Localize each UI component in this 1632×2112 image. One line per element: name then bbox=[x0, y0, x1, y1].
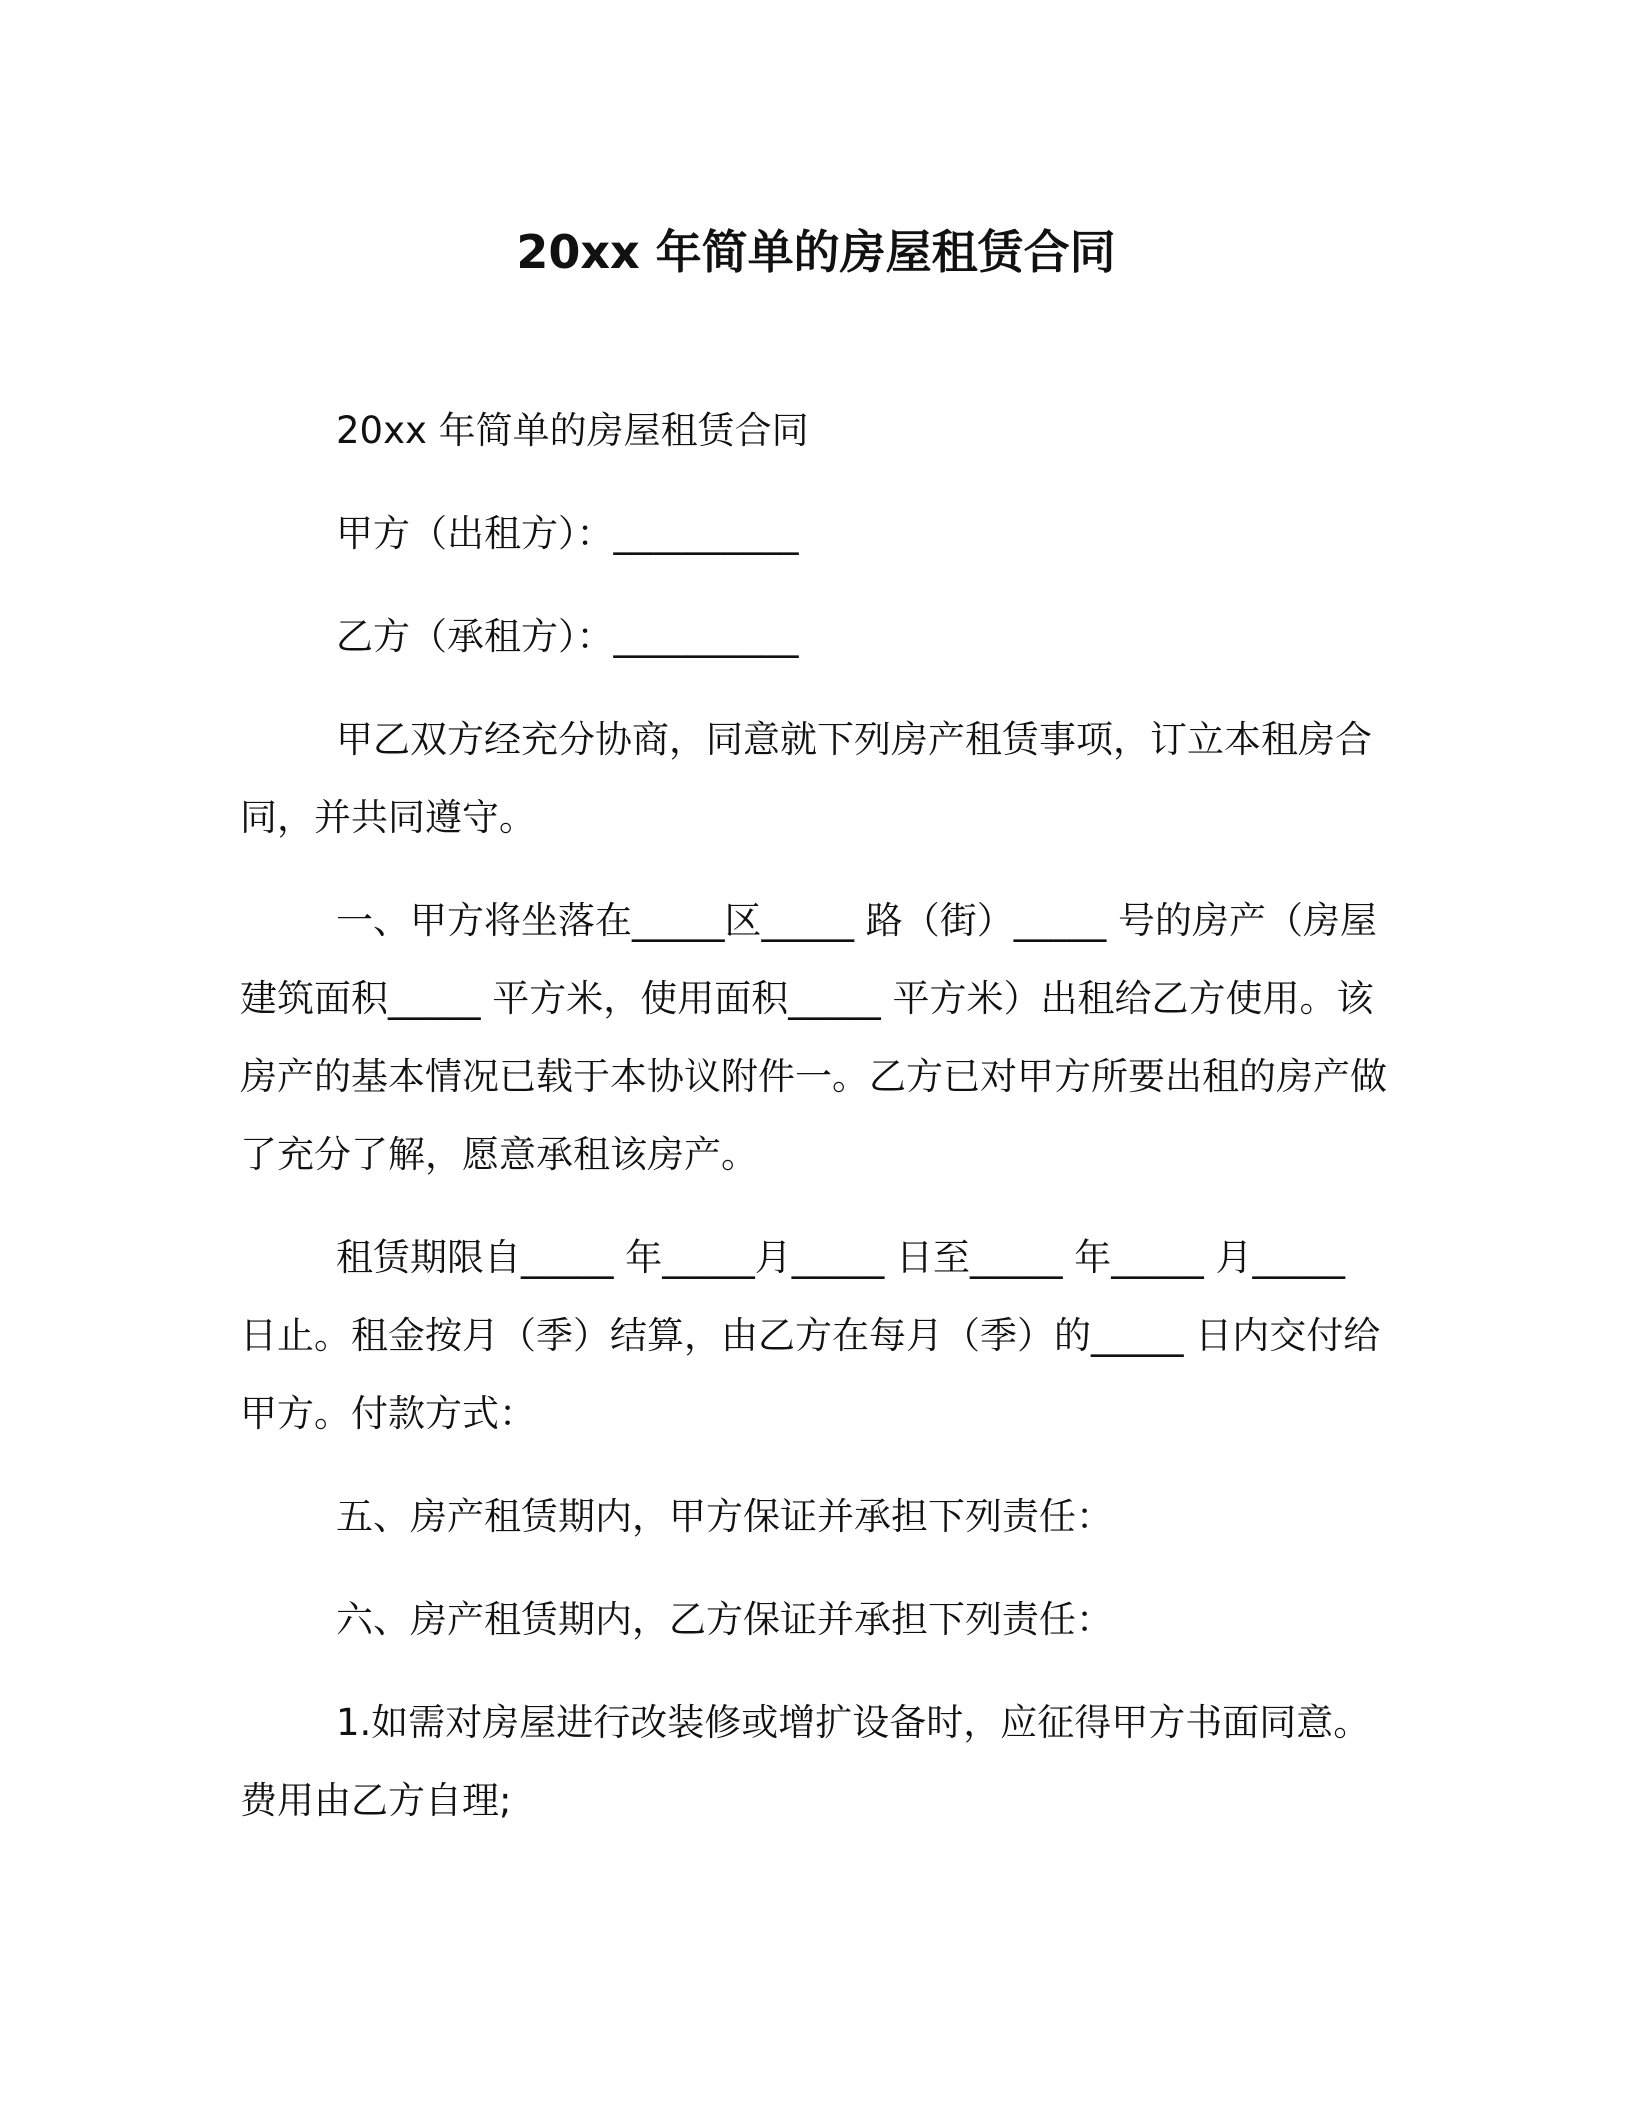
paragraph-party-a: 甲方（出租方）：__________ bbox=[336, 512, 799, 555]
document-body bbox=[240, 392, 1390, 1865]
document-title: 20xx 年简单的房屋租赁合同 bbox=[516, 225, 1116, 279]
paragraph-agreement: 甲乙双方经充分协商，同意就下列房产租赁事项，订立本租房合同，并共同遵守。 bbox=[240, 718, 1372, 839]
paragraph-party-b: 乙方（承租方）：__________ bbox=[336, 615, 799, 658]
paragraph-clause-5: 五、房产租赁期内，甲方保证并承担下列责任： bbox=[336, 1495, 1113, 1538]
paragraph-item-1: 1.如需对房屋进行改装修或增扩设备时，应征得甲方书面同意。费用由乙方自理; bbox=[240, 1701, 1371, 1822]
paragraph-clause-6: 六、房产租赁期内，乙方保证并承担下列责任： bbox=[336, 1598, 1113, 1641]
paragraph-clause-1: 一、甲方将坐落在_____区_____ 路（街）_____ 号的房产（房屋建筑面积_____ 平方米，使用面积_____ 平方米）出租给乙方使用。该房产的基本情况已载于本协议附件一。乙方已对甲方所要出租的房产做了充分了解，愿意承租该房产。 bbox=[240, 899, 1387, 1176]
paragraph-lease-term: 租赁期限自_____ 年_____月_____ 日至_____ 年_____ 月_____ 日止。租金按月（季）结算，由乙方在每月（季）的_____ 日内交付给甲方。付款方式： bbox=[240, 1236, 1381, 1435]
paragraph-subtitle: 20xx 年简单的房屋租赁合同 bbox=[336, 409, 809, 452]
